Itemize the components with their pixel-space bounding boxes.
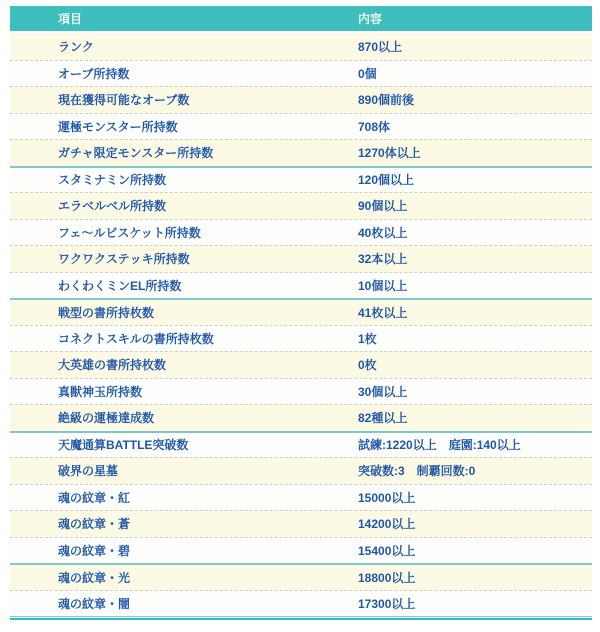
row-label: 大英雄の書所持枚数: [58, 358, 167, 373]
table-row: [10, 537, 592, 564]
row-value: 870以上: [358, 39, 403, 54]
row-label: 現在獲得可能なオーブ数: [58, 93, 190, 108]
row-label: 運極モンスター所持数: [58, 119, 178, 134]
row-value: 30個以上: [358, 384, 408, 399]
table-row: [10, 86, 592, 113]
table-row: [10, 325, 592, 352]
header-cell-content: 内容: [358, 12, 383, 26]
row-label: コネクトスキルの書所持枚数: [58, 331, 214, 346]
table-header-row: [10, 6, 592, 33]
table-row: [10, 563, 592, 590]
table-row: [10, 113, 592, 140]
row-value: 708体: [358, 119, 391, 134]
row-value: 40枚以上: [358, 225, 408, 240]
table-row: [10, 192, 592, 219]
table-row: [10, 510, 592, 537]
row-label: フェ〜ルビスケット所持数: [58, 225, 201, 240]
row-value: 32本以上: [358, 252, 408, 267]
header-cell-item: 項目: [58, 12, 83, 26]
row-value: 突破数:3 制覇回数:0: [358, 464, 476, 479]
table-row: [10, 33, 592, 60]
row-label: 魂の紋章・碧: [58, 543, 131, 558]
row-label: 戦型の書所持枚数: [58, 305, 155, 320]
row-label: ランク: [58, 39, 94, 54]
row-label: 魂の紋章・蒼: [58, 517, 131, 532]
row-label: ワクワクステッキ所持数: [58, 252, 190, 267]
row-value: 試練:1220以上 庭園:140以上: [358, 438, 521, 453]
row-label: 魂の紋章・闇: [58, 596, 131, 611]
row-label: わくわくミンEL所持数: [58, 278, 182, 293]
table-row: [10, 60, 592, 87]
table-row: [10, 404, 592, 431]
row-value: 15000以上: [358, 490, 416, 505]
row-label: 魂の紋章・紅: [58, 490, 131, 505]
table-row: [10, 590, 592, 617]
row-value: 890個前後: [358, 93, 415, 108]
table-row: [10, 431, 592, 458]
row-value: 1270体以上: [358, 146, 421, 161]
table-row: [10, 298, 592, 325]
row-label: エラベルベル所持数: [58, 199, 167, 214]
row-value: 18800以上: [358, 570, 416, 585]
table-row: [10, 457, 592, 484]
account-status-table: [10, 6, 592, 620]
table-row: [10, 378, 592, 405]
row-label: ガチャ限定モンスター所持数: [58, 146, 214, 161]
row-value: 82種以上: [358, 411, 408, 426]
row-value: 0個: [358, 66, 377, 81]
table-row: [10, 245, 592, 272]
row-label: スタミナミン所持数: [58, 173, 167, 188]
row-value: 15400以上: [358, 543, 416, 558]
table-bottom-border: [10, 616, 592, 620]
row-value: 0枚: [358, 358, 377, 373]
row-value: 17300以上: [358, 596, 416, 611]
row-label: 魂の紋章・光: [58, 570, 131, 585]
row-label: 絶級の運極達成数: [58, 411, 155, 426]
row-label: 真獣神玉所持数: [58, 384, 143, 399]
table-row: [10, 484, 592, 511]
table-row: [10, 139, 592, 166]
table-row: [10, 166, 592, 193]
row-value: 90個以上: [358, 199, 408, 214]
row-value: 1枚: [358, 331, 377, 346]
row-label: 天魔通算BATTLE突破数: [58, 438, 189, 453]
row-value: 120個以上: [358, 173, 415, 188]
table-body: [10, 33, 592, 616]
table-row: [10, 351, 592, 378]
table-row: [10, 272, 592, 299]
row-label: オーブ所持数: [58, 66, 130, 81]
table-row: [10, 219, 592, 246]
row-value: 41枚以上: [358, 305, 408, 320]
row-value: 10個以上: [358, 278, 408, 293]
row-label: 破界の星墓: [58, 464, 119, 479]
row-value: 14200以上: [358, 517, 416, 532]
